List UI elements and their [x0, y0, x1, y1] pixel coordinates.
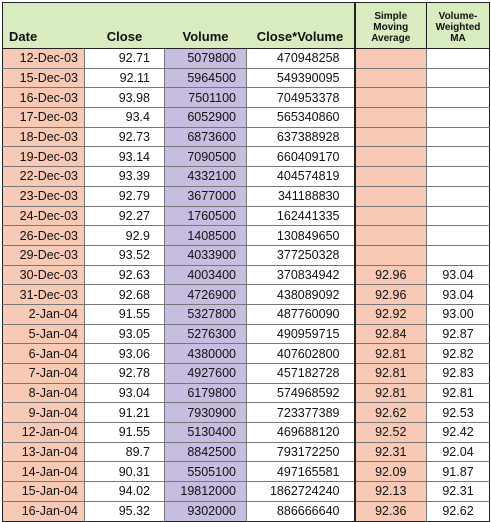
cell-vwma[interactable]	[427, 88, 490, 108]
cell-sma[interactable]: 92.13	[355, 482, 427, 502]
table-row	[3, 186, 490, 206]
cell-date[interactable]: 12-Dec-03	[3, 49, 85, 69]
cell-vwma[interactable]: 93.04	[427, 285, 490, 305]
spreadsheet	[2, 2, 489, 522]
cell-close[interactable]: 92.27	[85, 206, 165, 226]
cell-vwma[interactable]	[427, 226, 490, 246]
cell-vwma[interactable]	[427, 108, 490, 128]
cell-volume[interactable]: 4033900	[165, 245, 247, 265]
cell-date[interactable]: 2-Jan-04	[3, 304, 85, 324]
cell-volume[interactable]: 6873600	[165, 127, 247, 147]
cell-sma[interactable]	[355, 68, 427, 88]
header-close[interactable]: Close	[85, 3, 165, 49]
header-sma-line3: Average	[371, 33, 411, 44]
table-row	[3, 304, 490, 324]
cell-vwma[interactable]: 92.87	[427, 324, 490, 344]
cell-sma[interactable]: 92.31	[355, 442, 427, 462]
cell-vwma[interactable]: 92.42	[427, 423, 490, 443]
cell-sma[interactable]: 92.81	[355, 383, 427, 403]
cell-close-volume[interactable]: 497165581	[247, 462, 355, 482]
table-row	[3, 383, 490, 403]
cell-vwma[interactable]: 92.82	[427, 344, 490, 364]
table-body	[3, 49, 490, 522]
cell-vwma[interactable]: 93.00	[427, 304, 490, 324]
header-volume[interactable]: Volume	[165, 3, 247, 49]
table-row	[3, 68, 490, 88]
cell-volume[interactable]: 5964500	[165, 68, 247, 88]
header-volume-weighted-ma[interactable]	[427, 3, 490, 49]
cell-close-volume[interactable]: 490959715	[247, 324, 355, 344]
table-row	[3, 285, 490, 305]
table-row	[3, 344, 490, 364]
cell-close-volume[interactable]: 438089092	[247, 285, 355, 305]
cell-close-volume[interactable]: 130849650	[247, 226, 355, 246]
cell-close[interactable]: 93.05	[85, 324, 165, 344]
header-simple-moving-average[interactable]	[355, 3, 427, 49]
cell-close[interactable]: 92.79	[85, 186, 165, 206]
cell-volume[interactable]: 4927600	[165, 364, 247, 384]
cell-date[interactable]: 18-Dec-03	[3, 127, 85, 147]
cell-sma[interactable]: 92.09	[355, 462, 427, 482]
table-row	[3, 245, 490, 265]
cell-date[interactable]: 12-Jan-04	[3, 423, 85, 443]
cell-close-volume[interactable]: 793172250	[247, 442, 355, 462]
cell-sma[interactable]	[355, 147, 427, 167]
cell-close[interactable]: 90.31	[85, 462, 165, 482]
cell-vwma[interactable]	[427, 186, 490, 206]
cell-sma[interactable]	[355, 167, 427, 187]
cell-close-volume[interactable]: 487760090	[247, 304, 355, 324]
cell-sma[interactable]	[355, 49, 427, 69]
cell-sma[interactable]: 92.81	[355, 364, 427, 384]
cell-volume[interactable]: 5130400	[165, 423, 247, 443]
cell-volume[interactable]: 5505100	[165, 462, 247, 482]
cell-sma[interactable]	[355, 88, 427, 108]
cell-close-volume[interactable]: 469688120	[247, 423, 355, 443]
cell-vwma[interactable]	[427, 206, 490, 226]
cell-volume[interactable]: 3677000	[165, 186, 247, 206]
table-row	[3, 108, 490, 128]
cell-sma[interactable]: 92.92	[355, 304, 427, 324]
cell-date[interactable]: 26-Dec-03	[3, 226, 85, 246]
table-row	[3, 442, 490, 462]
cell-volume[interactable]: 8842500	[165, 442, 247, 462]
table-row	[3, 49, 490, 69]
cell-close-volume[interactable]: 660409170	[247, 147, 355, 167]
cell-sma[interactable]	[355, 127, 427, 147]
cell-sma[interactable]	[355, 108, 427, 128]
cell-vwma[interactable]: 93.04	[427, 265, 490, 285]
cell-close-volume[interactable]: 407602800	[247, 344, 355, 364]
cell-vwma[interactable]: 91.87	[427, 462, 490, 482]
cell-vwma[interactable]	[427, 245, 490, 265]
cell-close[interactable]: 92.11	[85, 68, 165, 88]
table-row	[3, 423, 490, 443]
cell-close[interactable]: 93.52	[85, 245, 165, 265]
cell-close-volume[interactable]: 377250328	[247, 245, 355, 265]
cell-date[interactable]: 17-Dec-03	[3, 108, 85, 128]
cell-sma[interactable]: 92.84	[355, 324, 427, 344]
table-row	[3, 226, 490, 246]
cell-close[interactable]: 93.14	[85, 147, 165, 167]
cell-sma[interactable]: 92.36	[355, 501, 427, 521]
cell-vwma[interactable]: 92.83	[427, 364, 490, 384]
cell-close[interactable]: 92.68	[85, 285, 165, 305]
table-row	[3, 265, 490, 285]
header-row	[3, 3, 490, 49]
cell-close[interactable]: 93.98	[85, 88, 165, 108]
cell-volume[interactable]: 9302000	[165, 501, 247, 521]
cell-date[interactable]: 31-Dec-03	[3, 285, 85, 305]
cell-close-volume[interactable]: 723377389	[247, 403, 355, 423]
cell-close[interactable]: 94.02	[85, 482, 165, 502]
cell-volume[interactable]: 6179800	[165, 383, 247, 403]
table-row	[3, 403, 490, 423]
cell-close[interactable]: 92.9	[85, 226, 165, 246]
cell-vwma[interactable]	[427, 167, 490, 187]
cell-volume[interactable]: 7501100	[165, 88, 247, 108]
header-vwma-line1: Volume-	[438, 11, 478, 22]
cell-sma[interactable]	[355, 226, 427, 246]
cell-sma[interactable]: 92.62	[355, 403, 427, 423]
cell-close-volume[interactable]: 574968592	[247, 383, 355, 403]
cell-sma[interactable]: 92.96	[355, 285, 427, 305]
cell-date[interactable]: 19-Dec-03	[3, 147, 85, 167]
table-row	[3, 147, 490, 167]
table-row	[3, 88, 490, 108]
header-vwma-line2: Weighted	[435, 22, 481, 33]
cell-date[interactable]: 16-Jan-04	[3, 501, 85, 521]
cell-close[interactable]: 89.7	[85, 442, 165, 462]
cell-vwma[interactable]: 92.62	[427, 501, 490, 521]
cell-date[interactable]: 9-Jan-04	[3, 403, 85, 423]
cell-close[interactable]: 91.21	[85, 403, 165, 423]
cell-date[interactable]: 6-Jan-04	[3, 344, 85, 364]
cell-volume[interactable]: 4380000	[165, 344, 247, 364]
cell-date[interactable]: 29-Dec-03	[3, 245, 85, 265]
cell-volume[interactable]: 5079800	[165, 49, 247, 69]
cell-volume[interactable]: 1408500	[165, 226, 247, 246]
cell-date[interactable]: 13-Jan-04	[3, 442, 85, 462]
cell-volume[interactable]: 6052900	[165, 108, 247, 128]
price-table	[2, 2, 490, 522]
table-row	[3, 462, 490, 482]
cell-close-volume[interactable]: 162441335	[247, 206, 355, 226]
table-row	[3, 127, 490, 147]
cell-vwma[interactable]: 92.04	[427, 442, 490, 462]
cell-volume[interactable]: 7090500	[165, 147, 247, 167]
cell-sma[interactable]	[355, 186, 427, 206]
cell-vwma[interactable]: 92.31	[427, 482, 490, 502]
cell-close-volume[interactable]: 457182728	[247, 364, 355, 384]
cell-date[interactable]: 23-Dec-03	[3, 186, 85, 206]
cell-sma[interactable]: 92.96	[355, 265, 427, 285]
cell-close-volume[interactable]: 404574819	[247, 167, 355, 187]
cell-close[interactable]: 93.04	[85, 383, 165, 403]
cell-volume[interactable]: 4332100	[165, 167, 247, 187]
cell-vwma[interactable]	[427, 127, 490, 147]
cell-close-volume[interactable]: 470948258	[247, 49, 355, 69]
cell-volume[interactable]: 1760500	[165, 206, 247, 226]
header-close-volume[interactable]: Close*Volume	[247, 3, 355, 49]
cell-close[interactable]: 91.55	[85, 423, 165, 443]
cell-close-volume[interactable]: 637388928	[247, 127, 355, 147]
cell-date[interactable]: 22-Dec-03	[3, 167, 85, 187]
cell-sma[interactable]: 92.81	[355, 344, 427, 364]
cell-vwma[interactable]	[427, 68, 490, 88]
cell-close[interactable]: 92.78	[85, 364, 165, 384]
cell-close[interactable]: 93.39	[85, 167, 165, 187]
cell-vwma[interactable]: 92.53	[427, 403, 490, 423]
cell-date[interactable]: 16-Dec-03	[3, 88, 85, 108]
cell-date[interactable]: 15-Dec-03	[3, 68, 85, 88]
table-row	[3, 167, 490, 187]
cell-close-volume[interactable]: 341188830	[247, 186, 355, 206]
cell-close-volume[interactable]: 1862724240	[247, 482, 355, 502]
cell-date[interactable]: 14-Jan-04	[3, 462, 85, 482]
cell-date[interactable]: 8-Jan-04	[3, 383, 85, 403]
cell-close-volume[interactable]: 370834942	[247, 265, 355, 285]
header-vwma-line3: MA	[450, 33, 466, 44]
cell-close[interactable]: 95.32	[85, 501, 165, 521]
header-date[interactable]: Date	[3, 3, 85, 49]
cell-vwma[interactable]: 92.81	[427, 383, 490, 403]
cell-sma[interactable]: 92.52	[355, 423, 427, 443]
table-row	[3, 501, 490, 521]
cell-volume[interactable]: 7930900	[165, 403, 247, 423]
cell-date[interactable]: 5-Jan-04	[3, 324, 85, 344]
cell-vwma[interactable]	[427, 49, 490, 69]
cell-volume[interactable]: 5327800	[165, 304, 247, 324]
cell-close-volume[interactable]: 886666640	[247, 501, 355, 521]
cell-close-volume[interactable]: 549390095	[247, 68, 355, 88]
table-row	[3, 364, 490, 384]
cell-volume[interactable]: 4726900	[165, 285, 247, 305]
cell-vwma[interactable]	[427, 147, 490, 167]
table-row	[3, 324, 490, 344]
cell-date[interactable]: 15-Jan-04	[3, 482, 85, 502]
cell-date[interactable]: 24-Dec-03	[3, 206, 85, 226]
table-row	[3, 206, 490, 226]
cell-volume[interactable]: 5276300	[165, 324, 247, 344]
cell-close-volume[interactable]: 565340860	[247, 108, 355, 128]
cell-volume[interactable]: 19812000	[165, 482, 247, 502]
header-sma-line1: Simple	[374, 11, 408, 22]
header-sma-line2: Moving	[373, 22, 409, 33]
cell-close-volume[interactable]: 704953378	[247, 88, 355, 108]
cell-close[interactable]: 92.63	[85, 265, 165, 285]
cell-close[interactable]: 93.06	[85, 344, 165, 364]
cell-volume[interactable]: 4003400	[165, 265, 247, 285]
cell-sma[interactable]	[355, 245, 427, 265]
cell-date[interactable]: 7-Jan-04	[3, 364, 85, 384]
cell-close[interactable]: 93.4	[85, 108, 165, 128]
cell-date[interactable]: 30-Dec-03	[3, 265, 85, 285]
cell-sma[interactable]	[355, 206, 427, 226]
cell-close[interactable]: 92.73	[85, 127, 165, 147]
cell-close[interactable]: 92.71	[85, 49, 165, 69]
cell-close[interactable]: 91.55	[85, 304, 165, 324]
table-row	[3, 482, 490, 502]
